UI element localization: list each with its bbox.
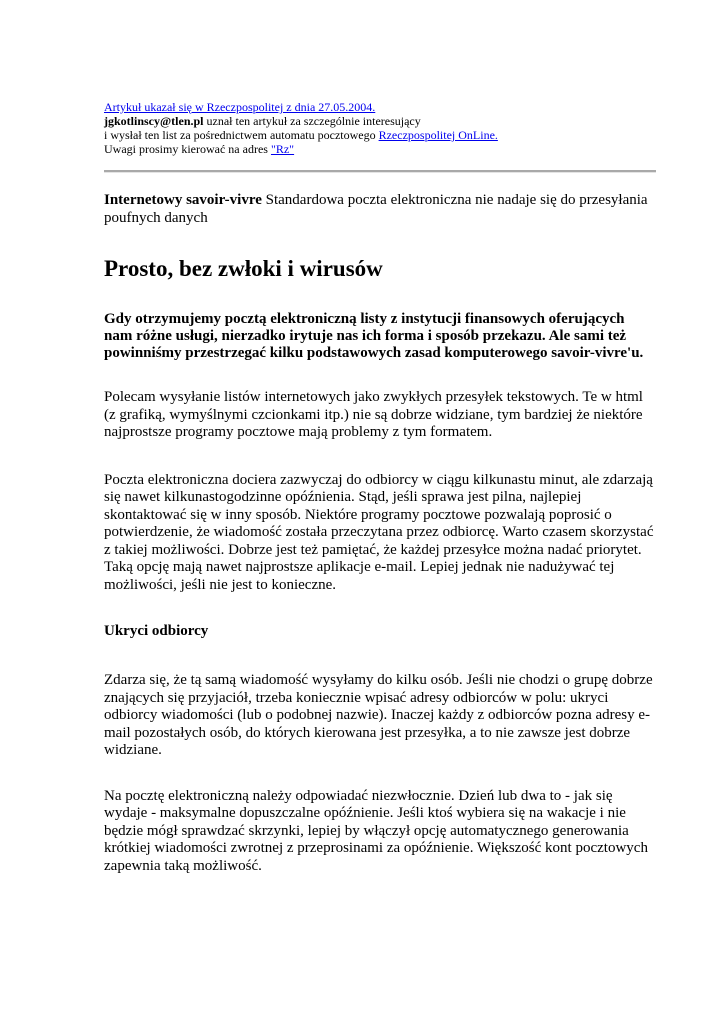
section-heading: Ukryci odbiorcy <box>104 623 209 639</box>
header-line-sender <box>104 114 656 128</box>
header-line-source <box>104 100 656 114</box>
article-lead-text: Standardowa poczta elektroniczna nie nadaje się do przesyłania poufnych danych <box>104 192 648 226</box>
rz-address-link[interactable]: "Rz" <box>270 142 295 156</box>
article-kicker: Internetowy savoir-vivre <box>104 192 262 208</box>
feedback-note: Uwagi prosimy kierować na adres <box>104 142 271 156</box>
document-page <box>104 100 656 875</box>
article-intro: Gdy otrzymujemy pocztą elektroniczną listy z instytucji finansowych oferujących nam różne usługi, nierzadko irytuje nas ich forma i sposób przekazu. Ale sami też powinniśmy przestrzegać kilku podstawowych zasad komputerowego savoir-vivre'u. <box>104 311 644 361</box>
sender-email: jgkotlinscy@tlen.pl <box>104 114 204 128</box>
forward-header <box>104 100 656 156</box>
automat-note: i wysłał ten list za pośrednictwem automatu pocztowego <box>104 128 379 142</box>
article-paragraph-4: Na pocztę elektroniczną należy odpowiadać niezwłocznie. Dzień lub dwa to - jak się wydaje - maksymalne dopuszczalne opóźnienie. Jeśli ktoś wybiera się na wakacje i nie będzie mógł sprawdzać skrzynki, lepiej by włączył opcję automatycznego generowania krótkiej wiadomości zwrotnej z przeprosinami za opóźnienie. Większość kont pocztowych zapewnia taką możliwość. <box>104 787 648 874</box>
header-line-automat <box>104 128 656 142</box>
sender-note: uznał ten artykuł za szczególnie interesujący <box>203 114 421 128</box>
header-line-feedback <box>104 142 656 156</box>
article-title: Prosto, bez zwłoki i wirusów <box>104 256 383 281</box>
article-paragraph-1: Polecam wysyłanie listów internetowych jako zwykłych przesyłek tekstowych. Te w html (z grafiką, wymyślnymi czcionkami itp.) nie są dobrze widziane, tym bardziej że niektóre najprostsze programy pocztowe mają problemy z tym formatem. <box>104 389 643 440</box>
article-paragraph-3: Zdarza się, że tą samą wiadomość wysyłamy do kilku osób. Jeśli nie chodzi o grupę dobrze znających się przyjaciół, trzeba koniecznie wpisać adresy odbiorców w polu: ukryci odbiorcy wiadomości (lub o podobnej nazwie). Inaczej każdy z odbiorców pozna adresy e-mail pozostałych osób, do których kierowana jest przesyłka, a to nie zawsze jest dobrze widziane. <box>104 672 653 758</box>
horizontal-divider <box>104 170 656 173</box>
article-paragraph-2: Poczta elektroniczna dociera zazwyczaj do odbiorcy w ciągu kilkunastu minut, ale zdarzają się nawet kilkunastogodzinne opóźnienia. Stąd, jeśli sprawa jest pilna, najlepiej skontaktować się w inny sposób. Niektóre programy pocztowe pozwalają poprosić o potwierdzenie, że wiadomość została przeczytana przez odbiorcę. Warto czasem skorzystać z takiej możliwości. Dobrze jest też pamiętać, że każdej przesyłce można nadać priorytet. Taką opcję mają nawet najprostsze aplikacje e-mail. Lepiej jednak nie nadużywać tej możliwości, jeśli nie jest to konieczne. <box>104 471 654 593</box>
rzeczpospolita-online-link[interactable]: Rzeczpospolitej OnLine. <box>378 128 498 142</box>
source-article-link[interactable]: Artykuł ukazał się w Rzeczpospolitej z dnia 27.05.2004. <box>104 100 376 114</box>
article-lead <box>104 191 656 227</box>
